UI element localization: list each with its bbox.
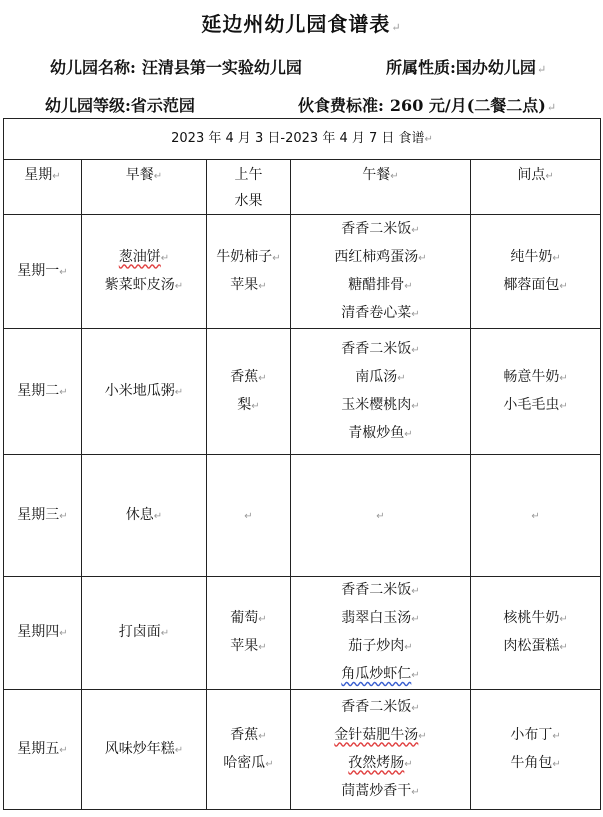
- table-row: [4, 690, 601, 810]
- grade-line: [45, 93, 195, 116]
- dish-item: 打卤面↵: [118, 624, 170, 640]
- table-row: [4, 577, 601, 690]
- dish-item: 茼蒿炒香干↵: [341, 782, 420, 799]
- breakfast-cell: [82, 690, 207, 810]
- dish-item: 星期三↵: [17, 506, 68, 523]
- fee-line: [298, 93, 556, 116]
- breakfast-cell: [82, 215, 207, 329]
- paragraph-mark-icon: ↵: [244, 510, 253, 522]
- dish-item: 清香卷心菜↵: [341, 304, 420, 321]
- nature-label: 所属性质:: [386, 58, 456, 77]
- snack-cell: [471, 690, 601, 810]
- day-cell: [4, 690, 82, 810]
- dish-item: 孜然烤肠↵: [348, 754, 413, 771]
- dish-item: 青椒炒鱼↵: [348, 424, 413, 441]
- fruit-cell: [207, 455, 291, 577]
- dish-item: 风味炒年糕↵: [104, 740, 184, 757]
- fruit-cell: [207, 690, 291, 810]
- dish-item: 小米地瓜粥↵: [104, 382, 184, 399]
- breakfast-cell: [82, 329, 207, 455]
- dish-item: 金针菇肥牛汤↵: [334, 726, 427, 743]
- dish-item: 梨↵: [237, 396, 260, 413]
- dish-item: 西红柿鸡蛋汤↵: [334, 248, 427, 265]
- dish-item: 星期二↵: [17, 382, 68, 399]
- nature-value: 国办幼儿园: [455, 58, 536, 77]
- dish-item: 核桃牛奶↵: [503, 610, 568, 626]
- dish-item: 星期一↵: [17, 262, 68, 279]
- fruit-cell: [207, 215, 291, 329]
- paragraph-mark-icon: ↵: [376, 510, 385, 522]
- dish-item: 翡翠白玉汤↵: [341, 610, 420, 626]
- grade-value: 省示范园: [130, 96, 195, 115]
- dish-item: 香香二米饭↵: [341, 698, 420, 715]
- fee-label: 伙食费标准:: [298, 96, 384, 115]
- lunch-cell: [291, 577, 471, 690]
- lunch-cell: [291, 690, 471, 810]
- breakfast-cell: [82, 577, 207, 690]
- name-label: 幼儿园名称:: [50, 58, 136, 77]
- lunch-cell: [291, 455, 471, 577]
- dish-item: 椰蓉面包↵: [503, 276, 568, 293]
- dish-item: 茄子炒肉↵: [348, 638, 413, 654]
- fruit-cell: [207, 577, 291, 690]
- snack-cell: [471, 455, 601, 577]
- table-header-row: [4, 160, 601, 215]
- lunch-cell: [291, 329, 471, 455]
- paragraph-mark-icon: ↵: [531, 510, 540, 522]
- paragraph-mark-icon: ↵: [536, 63, 547, 76]
- dish-item: 牛角包↵: [510, 754, 561, 771]
- lunch-cell: [291, 215, 471, 329]
- header-snack: 间点↵: [471, 160, 601, 215]
- dish-item: 南瓜汤↵: [355, 368, 406, 385]
- dish-item: 香香二米饭↵: [341, 340, 420, 357]
- dish-item: 香蕉↵: [230, 726, 267, 743]
- dish-item: 香蕉↵: [230, 368, 267, 385]
- dish-item: 苹果↵: [230, 638, 267, 654]
- table-row: [4, 329, 601, 455]
- dish-item: 紫菜虾皮汤↵: [104, 276, 184, 293]
- day-cell: [4, 577, 82, 690]
- dish-item: 小毛毛虫↵: [503, 396, 568, 413]
- table-row: [4, 215, 601, 329]
- grade-label: 幼儿园等级:: [45, 96, 131, 115]
- dish-item: 葱油饼↵: [118, 248, 170, 265]
- dish-item: 小布丁↵: [510, 726, 561, 743]
- dish-item: 香香二米饭↵: [341, 220, 420, 237]
- table-caption: 2023 年 4 月 3 日-2023 年 4 月 7 日 食谱↵: [4, 119, 601, 160]
- dish-item: 牛奶柿子↵: [216, 248, 281, 265]
- page-title: 延边州幼儿园食谱表↵: [201, 12, 402, 36]
- fruit-cell: [207, 329, 291, 455]
- nature-line: [386, 55, 546, 78]
- day-cell: [4, 455, 82, 577]
- snack-cell: [471, 215, 601, 329]
- header-fruit: 上午 水果: [207, 160, 291, 215]
- dish-item: 玉米樱桃肉↵: [341, 396, 420, 413]
- dish-item: 角瓜炒虾仁↵: [341, 666, 420, 682]
- dish-item: 畅意牛奶↵: [503, 368, 568, 385]
- dish-item: 纯牛奶↵: [510, 248, 561, 265]
- header-breakfast: 早餐↵: [82, 160, 207, 215]
- dish-item: 休息↵: [125, 506, 163, 523]
- paragraph-mark-icon: ↵: [546, 101, 557, 114]
- paragraph-mark-icon: ↵: [424, 133, 433, 145]
- day-cell: [4, 329, 82, 455]
- snack-cell: [471, 329, 601, 455]
- header-lunch: 午餐↵: [291, 160, 471, 215]
- dish-item: 肉松蛋糕↵: [503, 638, 568, 654]
- menu-table: [3, 118, 601, 810]
- dish-item: 哈密瓜↵: [223, 754, 274, 771]
- dish-item: 香香二米饭↵: [341, 582, 420, 598]
- dish-item: 葡萄↵: [230, 610, 267, 626]
- kindergarten-name-line: [50, 55, 302, 78]
- dish-item: 星期五↵: [17, 740, 68, 757]
- table-row: [4, 455, 601, 577]
- dish-item: 苹果↵: [230, 276, 267, 293]
- snack-cell: [471, 577, 601, 690]
- fee-value: 260 元/月(二餐二点): [389, 96, 546, 115]
- paragraph-mark-icon: ↵: [391, 21, 402, 34]
- dish-item: 糖醋排骨↵: [348, 276, 413, 293]
- dish-item: 星期四↵: [17, 624, 68, 640]
- breakfast-cell: [82, 455, 207, 577]
- header-day: 星期↵: [4, 160, 82, 215]
- day-cell: [4, 215, 82, 329]
- name-value: 汪清县第一实验幼儿园: [141, 58, 302, 77]
